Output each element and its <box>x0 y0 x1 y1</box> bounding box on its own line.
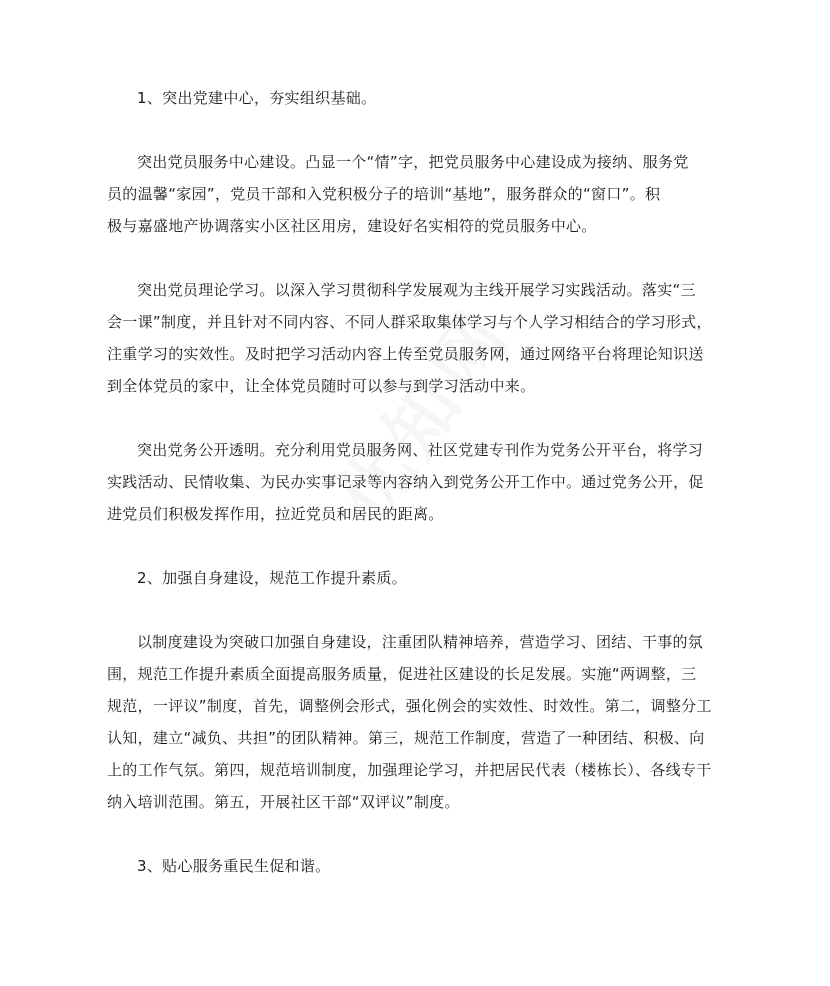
section-heading-3: 3、贴心服务重民生促和谐。 <box>137 857 331 875</box>
section-heading-1: 1、突出党建中心，夯实组织基础。 <box>137 89 377 107</box>
paragraph-1-line-3: 极与嘉盛地产协调落实小区社区用房，建设好名实相符的党员服务中心。 <box>107 217 597 235</box>
paragraph-2-line-3: 注重学习的实效性。及时把学习活动内容上传至党员服务网，通过网络平台将理论知识送 <box>107 345 704 363</box>
paragraph-4-line-2: 围，规范工作提升素质全面提高服务质量，促进社区建设的长足发展。实施“两调整，三 <box>107 665 697 683</box>
paragraph-3-line-3: 进党员们积极发挥作用，拉近党员和居民的距离。 <box>107 505 444 523</box>
paragraph-4-line-3: 规范，一评议”制度，首先，调整例会形式，强化例会的实效性、时效性。第二，调整分工 <box>107 697 712 715</box>
paragraph-4-line-6: 纳入培训范围。第五，开展社区干部“双评议”制度。 <box>107 793 460 811</box>
paragraph-4-line-5: 上的工作气氛。第四，规范培训制度，加强理论学习，并把居民代表（楼栋长）、各线专干 <box>107 761 712 779</box>
paragraph-3-line-1: 突出党务公开透明。充分利用党员服务网、社区党建专刊作为党务公开平台，将学习 <box>137 441 704 459</box>
paragraph-3-line-2: 实践活动、民情收集、为民办实事记录等内容纳入到党务公开工作中。通过党务公开，促 <box>107 473 704 491</box>
paragraph-4-line-1: 以制度建设为突破口加强自身建设，注重团队精神培养，营造学习、团结、干事的氛 <box>137 633 704 651</box>
paragraph-1-line-2: 员的温馨“家园”，党员干部和入党积极分子的培训“基地”，服务群众的“窗口”。积 <box>107 185 661 203</box>
paragraph-1-line-1: 突出党员服务中心建设。凸显一个“情”字，把党员服务中心建设成为接纳、服务党 <box>137 153 689 171</box>
paragraph-2-line-4: 到全体党员的家中，让全体党员随时可以参与到学习活动中来。 <box>107 377 536 395</box>
paragraph-2-line-2: 会一课”制度，并且针对不同内容、不同人群采取集体学习与个人学习相结合的学习形式， <box>107 313 712 331</box>
section-heading-2: 2、加强自身建设，规范工作提升素质。 <box>137 569 407 587</box>
paragraph-4-line-4: 认知，建立“减负、共担”的团队精神。第三，规范工作制度，营造了一种团结、积极、向 <box>107 729 705 747</box>
paragraph-2-line-1: 突出党员理论学习。以深入学习贯彻科学发展观为主线开展学习实践活动。落实“三 <box>137 281 696 299</box>
